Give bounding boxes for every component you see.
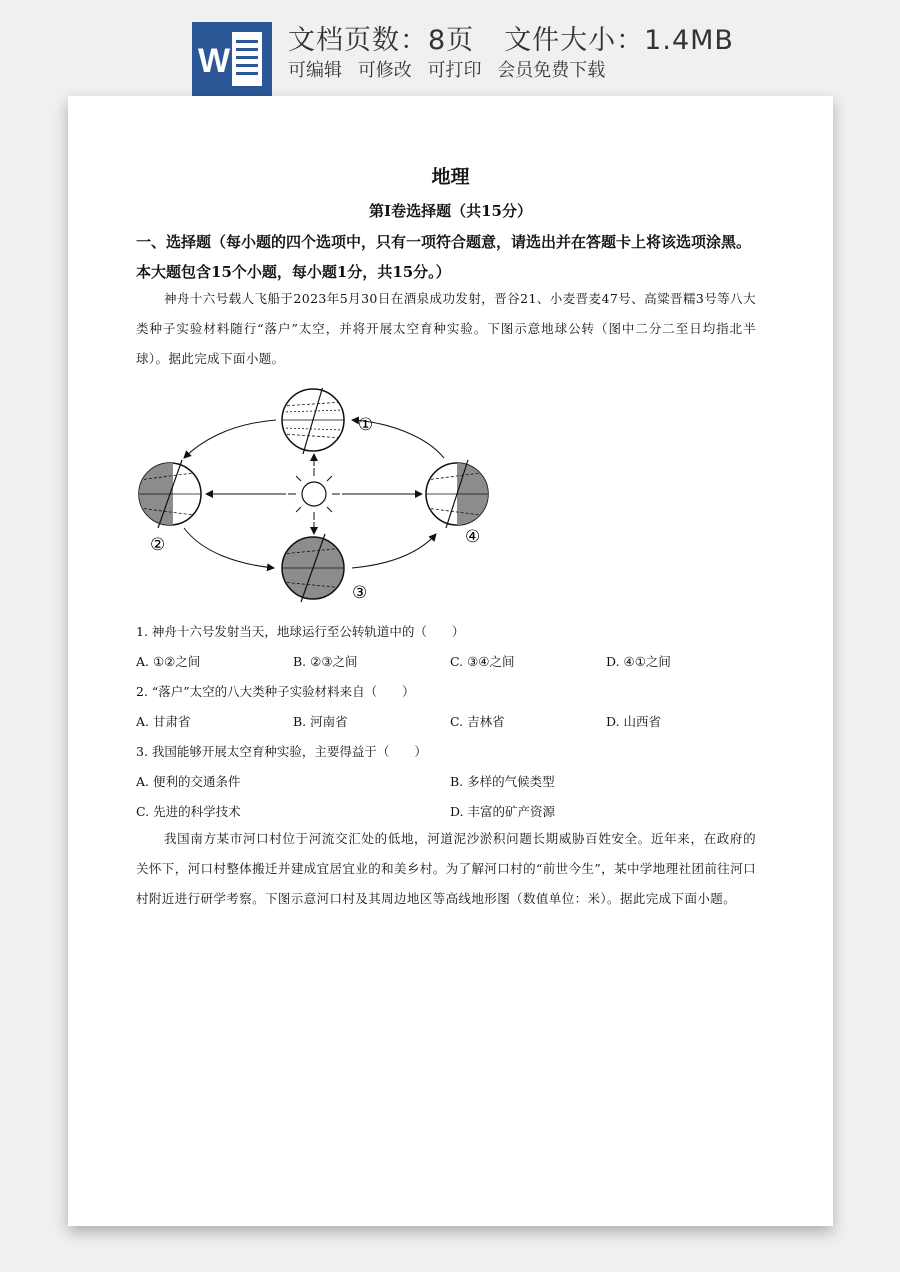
q2-option-a: A. 甘肃省 xyxy=(136,714,191,729)
question-2: 2. “落户”太空的八大类种子实验材料来自（ ） xyxy=(136,684,415,699)
file-size: 文件大小：1.4MB xyxy=(504,25,734,56)
question-3: 3. 我国能够开展太空育种实验，主要得益于（ ） xyxy=(136,744,427,759)
q2-option-b: B. 河南省 xyxy=(293,714,348,729)
q1-option-c: C. ③④之间 xyxy=(450,654,515,669)
earth-position-1 xyxy=(282,388,344,454)
q2-option-d: D. 山西省 xyxy=(606,714,662,729)
svg-text:W: W xyxy=(197,42,231,80)
feature-editable: 可编辑 xyxy=(288,60,342,81)
earth-position-3 xyxy=(282,534,344,602)
q1-option-b: B. ②③之间 xyxy=(293,654,358,669)
page-count: 文档页数：8页 xyxy=(288,25,475,56)
feature-printable: 可打印 xyxy=(427,60,482,81)
word-icon xyxy=(192,22,272,96)
doc-meta xyxy=(288,18,764,57)
q3-option-d: D. 丰富的矿产资源 xyxy=(450,804,556,819)
earth-position-4 xyxy=(426,460,488,528)
q2-option-c: C. 吉林省 xyxy=(450,714,505,729)
doc-subtitle: 第Ⅰ卷选择题（共15分） xyxy=(369,202,532,220)
passage-2: 我国南方某市河口村位于河流交汇处的低地，河道泥沙淤积问题长期威胁百姓安全。近年来，在政府的关怀下，河口村整体搬迁并建成宜居宜业的和美乡村。为了解河口村的“前世今生”，某中学地理社团前往河口村附近进行研学考察。下图示意河口村及其周边地区等高线地形图（数值单位：米）。据此完成下面小题。 xyxy=(136,831,756,906)
label-3: ③ xyxy=(352,583,368,603)
feature-modifiable: 可修改 xyxy=(357,60,412,81)
earth-position-2 xyxy=(139,460,201,528)
earth-orbit-diagram xyxy=(126,388,506,608)
label-4: ④ xyxy=(465,527,481,547)
q3-option-c: C. 先进的科学技术 xyxy=(136,804,241,819)
q3-option-a: A. 便利的交通条件 xyxy=(136,774,241,789)
q1-option-d: D. ④①之间 xyxy=(606,654,671,669)
sun-icon xyxy=(288,468,340,520)
label-1: ① xyxy=(358,415,374,435)
section-heading: 一、选择题（每小题的四个选项中，只有一项符合题意，请选出并在答题卡上将该选项涂黑。本大题包含15个小题，每小题1分，共15分。） xyxy=(136,233,752,281)
q3-option-b: B. 多样的气候类型 xyxy=(450,774,555,789)
doc-title: 地理 xyxy=(431,166,470,188)
document-page xyxy=(68,96,833,1226)
download-banner xyxy=(0,0,900,100)
q1-option-a: A. ①②之间 xyxy=(136,654,201,669)
passage-1: 神舟十六号载人飞船于2023年5月30日在酒泉成功发射，晋谷21、小麦晋麦47号、高粱晋糯3号等八大类种子实验材料随行“落户”太空，并将开展太空育种实验。下图示意地球公转（图中二分二至日均指北半球）。据此完成下面小题。 xyxy=(136,291,756,366)
question-1: 1. 神舟十六号发射当天，地球运行至公转轨道中的（ ） xyxy=(136,624,465,639)
feature-member-download[interactable]: 会员免费下载 xyxy=(497,60,606,81)
feature-list xyxy=(288,56,615,82)
label-2: ② xyxy=(150,535,166,555)
